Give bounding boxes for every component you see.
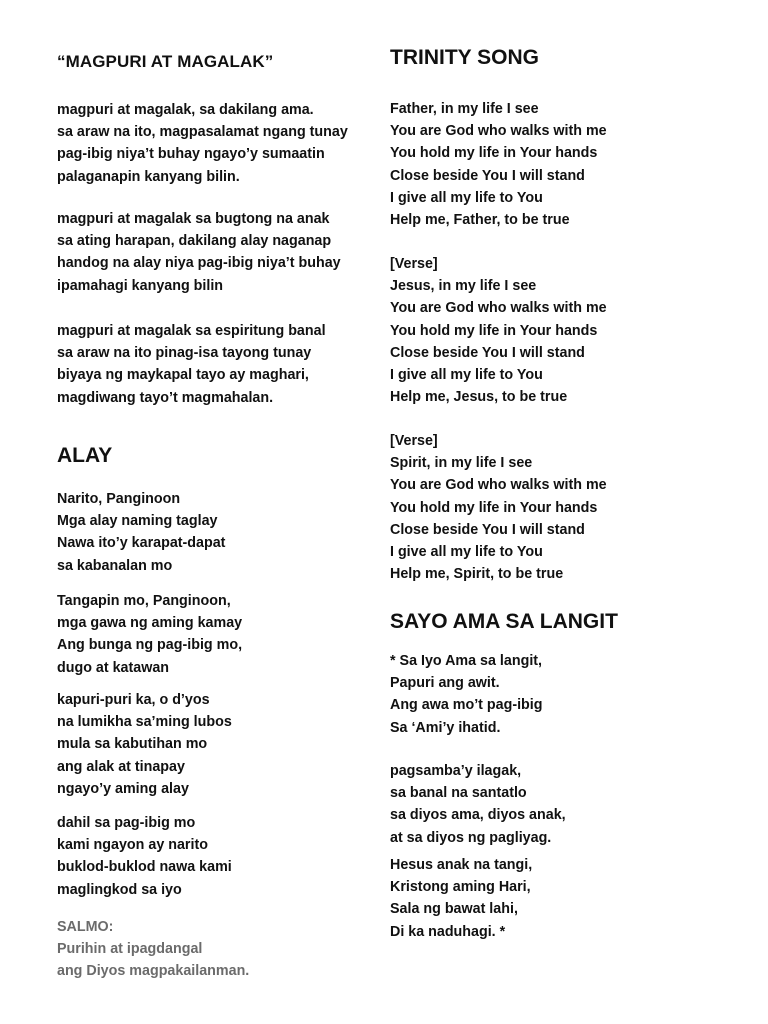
lyric-line: ang alak at tinapay	[57, 758, 185, 775]
alay-stanza-3	[57, 689, 232, 800]
lyric-line: sa araw na ito, magpasalamat ngang tunay	[57, 124, 348, 141]
trinity-stanza-1	[390, 98, 607, 231]
lyric-line: biyaya ng maykapal tayo ay maghari,	[57, 367, 309, 384]
salmo-line: Purihin at ipagdangal	[57, 941, 203, 958]
lyric-line: maglingkod sa iyo	[57, 881, 182, 898]
lyric-line: handog na alay niya pag-ibig niya’t buhay	[57, 255, 341, 272]
lyric-line: * Sa Iyo Ama sa langit,	[390, 653, 543, 669]
trinity-stanza-2	[390, 253, 607, 408]
trinity-stanza-3	[390, 430, 607, 585]
sayo-stanza-2	[390, 760, 566, 849]
magpuri-title: “MAGPURI AT MAGALAK”	[57, 52, 274, 71]
lyric-line: You hold my life in Your hands	[390, 322, 598, 339]
alay-title: ALAY	[57, 444, 113, 467]
lyric-line: sa araw na ito pinag-isa tayong tunay	[57, 345, 312, 362]
lyric-line: Sa ‘Ami’y ihatid.	[390, 719, 501, 736]
lyric-line: Jesus, in my life I see	[390, 278, 537, 295]
sayo-title: SAYO AMA SA LANGIT	[390, 610, 618, 633]
lyric-line: mga gawa ng aming kamay	[57, 615, 243, 632]
lyric-line: kapuri-puri ka, o d’yos	[57, 692, 210, 708]
lyric-line: dugo at katawan	[57, 659, 170, 676]
lyric-line: pagsamba’y ilagak,	[390, 763, 522, 779]
lyric-line: sa kabanalan mo	[57, 557, 173, 574]
lyric-line: You are God who walks with me	[390, 123, 607, 140]
salmo-label: SALMO:	[57, 919, 114, 935]
lyric-line: magpuri at magalak sa bugtong na anak	[57, 211, 330, 227]
verse-marker: [Verse]	[390, 433, 438, 449]
alay-stanza-4	[57, 812, 232, 901]
lyric-line: Kristong aming Hari,	[390, 879, 531, 896]
lyric-line: dahil sa pag-ibig mo	[57, 815, 196, 831]
lyric-line: You are God who walks with me	[390, 300, 607, 317]
lyric-line: palaganapin kanyang bilin.	[57, 168, 240, 185]
lyric-line: na lumikha sa’ming lubos	[57, 714, 232, 731]
sayo-stanza-3	[390, 854, 532, 943]
lyric-line: Hesus anak na tangi,	[390, 857, 533, 873]
lyric-line: Papuri ang awit.	[390, 675, 500, 692]
magpuri-stanza-3	[57, 320, 326, 409]
lyric-line: You hold my life in Your hands	[390, 499, 598, 516]
salmo-line: ang Diyos magpakailanman.	[57, 963, 250, 980]
lyric-line: Close beside You I will stand	[390, 167, 585, 184]
lyric-line: Help me, Spirit, to be true	[390, 566, 564, 583]
lyric-line: sa banal na santatlo	[390, 785, 527, 802]
lyric-line: magpuri at magalak, sa dakilang ama.	[57, 102, 314, 118]
lyric-line: I give all my life to You	[390, 189, 543, 206]
lyric-line: Spirit, in my life I see	[390, 455, 533, 472]
lyric-line: Di ka naduhagi. *	[390, 923, 506, 940]
lyric-line: magpuri at magalak sa espiritung banal	[57, 323, 326, 339]
lyric-line: buklod-buklod nawa kami	[57, 859, 232, 876]
alay-stanza-1	[57, 488, 225, 577]
verse-marker: [Verse]	[390, 256, 438, 272]
salmo-block	[57, 916, 249, 983]
lyric-line: at sa diyos ng pagliyag.	[390, 829, 552, 846]
lyric-line: sa ating harapan, dakilang alay naganap	[57, 233, 332, 250]
magpuri-stanza-1	[57, 99, 348, 188]
lyric-line: mula sa kabutihan mo	[57, 736, 208, 753]
sayo-stanza-1	[390, 650, 543, 739]
lyric-line: Close beside You I will stand	[390, 521, 585, 538]
lyric-line: Ang awa mo’t pag-ibig	[390, 697, 543, 714]
magpuri-stanza-2	[57, 208, 341, 297]
lyric-line: sa diyos ama, diyos anak,	[390, 807, 566, 824]
lyric-line: I give all my life to You	[390, 366, 543, 383]
lyric-line: Close beside You I will stand	[390, 344, 585, 361]
lyric-line: pag-ibig niya’t buhay ngayo’y sumaatin	[57, 146, 325, 163]
lyric-line: You hold my life in Your hands	[390, 145, 598, 162]
lyric-line: Sala ng bawat lahi,	[390, 901, 518, 918]
lyric-line: Ang bunga ng pag-ibig mo,	[57, 637, 243, 654]
lyric-line: ngayo’y aming alay	[57, 780, 189, 797]
lyric-line: kami ngayon ay narito	[57, 837, 208, 854]
lyric-line: Help me, Jesus, to be true	[390, 389, 568, 406]
lyric-line: Father, in my life I see	[390, 101, 539, 117]
lyric-line: Tangapin mo, Panginoon,	[57, 593, 231, 609]
lyric-line: Mga alay naming taglay	[57, 513, 218, 530]
lyric-line: magdiwang tayo’t magmahalan.	[57, 389, 274, 406]
lyric-line: I give all my life to You	[390, 543, 543, 560]
alay-stanza-2	[57, 590, 242, 679]
trinity-title: TRINITY SONG	[390, 46, 539, 69]
lyric-line: Nawa ito’y karapat-dapat	[57, 535, 226, 552]
lyric-line: ipamahagi kanyang bilin	[57, 277, 224, 294]
lyric-line: You are God who walks with me	[390, 477, 607, 494]
lyric-line: Help me, Father, to be true	[390, 211, 570, 228]
lyric-line: Narito, Panginoon	[57, 491, 181, 507]
